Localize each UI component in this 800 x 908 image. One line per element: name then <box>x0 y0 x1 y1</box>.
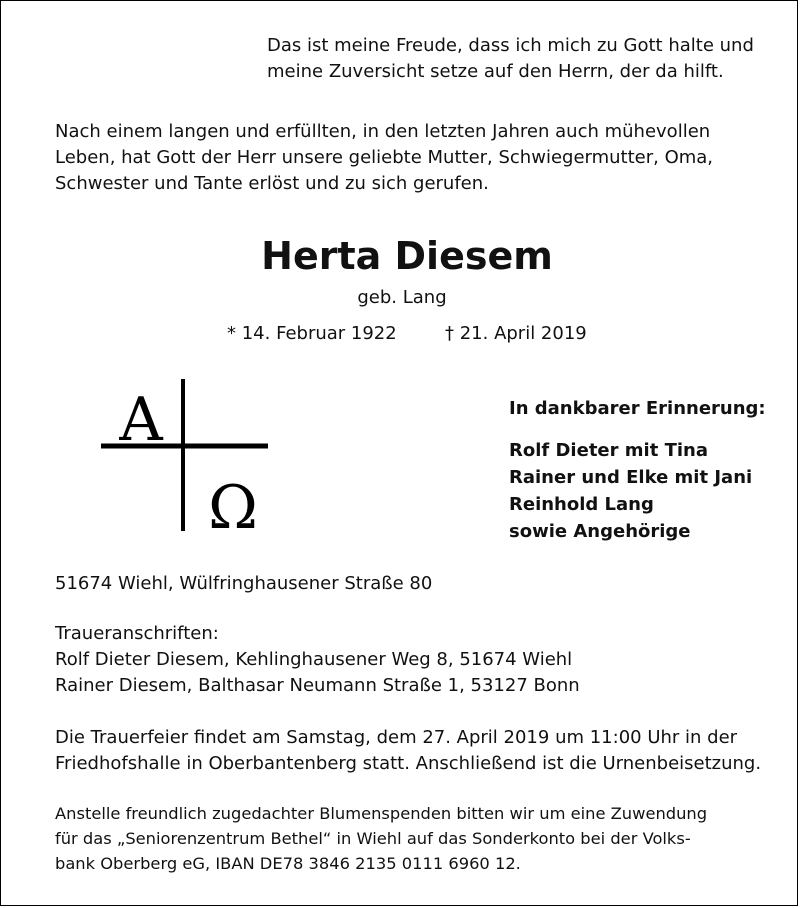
alpha-omega-cross-icon <box>91 373 281 538</box>
family-thanks <box>509 395 789 545</box>
donation-line: Anstelle freundlich zugedachter Blumenspenden bitten wir um eine Zuwendung <box>55 804 708 823</box>
mourning-addresses <box>55 621 775 699</box>
home-address: 51674 Wiehl, Wülfringhausener Straße 80 <box>55 573 433 594</box>
death-date: † 21. April 2019 <box>445 323 587 344</box>
intro-text <box>55 119 755 197</box>
bible-verse <box>267 33 787 85</box>
donation-line: bank Oberberg eG, IBAN DE78 3846 2135 0111 6960 12. <box>55 854 521 873</box>
deceased-name: Herta Diesem <box>261 234 553 278</box>
intro-line: Leben, hat Gott der Herr unsere geliebte Mutter, Schwiegermutter, Oma, <box>55 147 714 168</box>
verse-line: Das ist meine Freude, dass ich mich zu Gott halte und <box>267 35 754 56</box>
ceremony-line: Die Trauerfeier findet am Samstag, dem 27. April 2019 um 11:00 Uhr in der <box>55 727 738 748</box>
born-name: geb. Lang <box>357 287 447 308</box>
family-member: Rainer und Elke mit Jani <box>509 467 753 488</box>
donation-request <box>55 801 795 876</box>
verse-line: meine Zuversicht setze auf den Herrn, der da hilft. <box>267 61 724 82</box>
mourning-heading: Traueranschriften: <box>55 623 219 644</box>
omega-letter: Ω <box>208 473 258 538</box>
ceremony-line: Friedhofshalle in Oberbantenberg statt. Anschließend ist die Urnenbeisetzung. <box>55 753 762 774</box>
mourning-address-line: Rainer Diesem, Balthasar Neumann Straße 1, 53127 Bonn <box>55 675 580 696</box>
alpha-letter: A <box>119 385 163 455</box>
family-member: Reinhold Lang <box>509 494 654 515</box>
thanks-heading: In dankbarer Erinnerung: <box>509 398 766 419</box>
family-member: sowie Angehörige <box>509 521 691 542</box>
birth-date: * 14. Februar 1922 <box>227 323 397 344</box>
intro-line: Nach einem langen und erfüllten, in den letzten Jahren auch mühevollen <box>55 121 711 142</box>
mourning-address-line: Rolf Dieter Diesem, Kehlinghausener Weg 8, 51674 Wiehl <box>55 649 573 670</box>
family-member: Rolf Dieter mit Tina <box>509 440 708 461</box>
donation-line: für das „Seniorenzentrum Bethel“ in Wiehl auf das Sonderkonto bei der Volks- <box>55 829 691 848</box>
intro-line: Schwester und Tante erlöst und zu sich gerufen. <box>55 173 489 194</box>
funeral-ceremony-info <box>55 725 795 777</box>
